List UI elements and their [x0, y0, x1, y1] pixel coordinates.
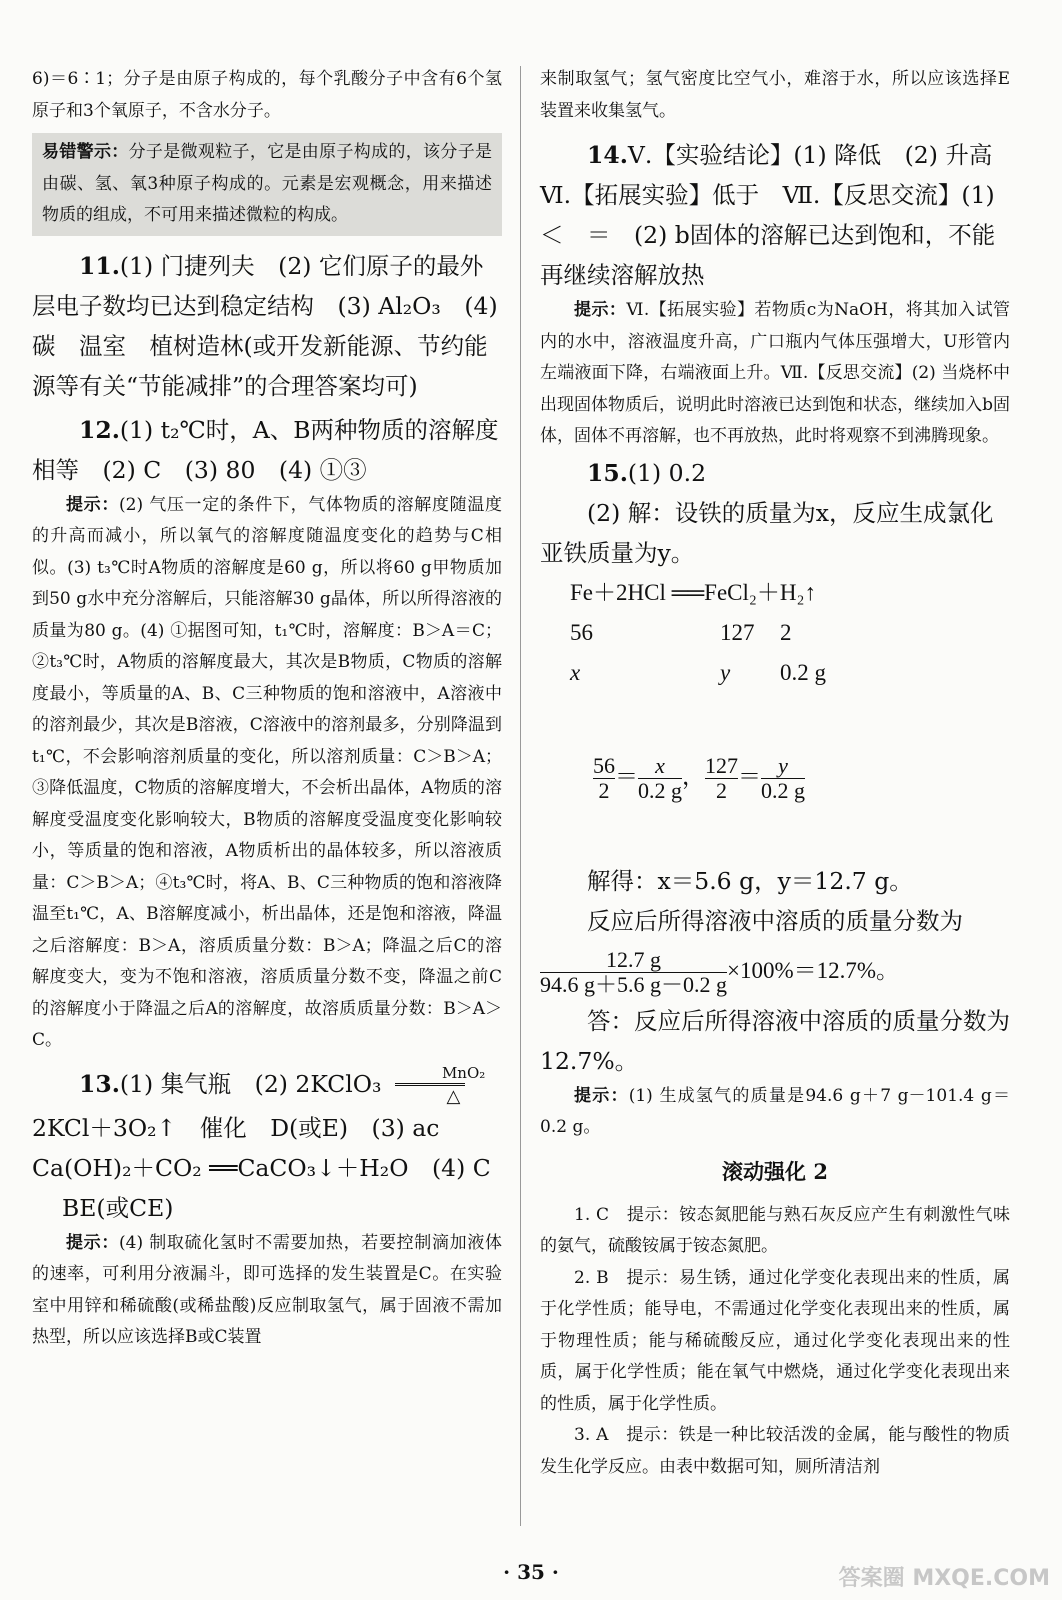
- fraction: [638, 754, 682, 803]
- mass-value: 127: [720, 619, 755, 645]
- answer-13: [32, 1063, 502, 1228]
- answer-text: Ⅴ.【实验结论】(1) 降低 (2) 升高 Ⅵ.【拓展实验】低于 Ⅶ.【反思交流】(1) ＜ ＝ (2) b固体的溶解已达到饱和，不能再继续溶解放热: [540, 141, 1016, 289]
- column-divider: [520, 66, 521, 1526]
- watermark-logo: 答案圈 MXQE.COM: [838, 1566, 1050, 1591]
- error-warning-box: [32, 133, 502, 236]
- heat-symbol: △: [395, 1083, 465, 1108]
- fraction: [761, 754, 805, 803]
- question-number: 12.: [79, 415, 120, 444]
- variable-row: [540, 653, 1010, 693]
- review-answer-3: 3. A 提示：铁是一种比较活泼的金属，能与酸性的物质发生化学反应。由表中数据可知，厕所清洁剂: [540, 1425, 1010, 1477]
- mass-fraction-intro: 反应后所得溶液中溶质的质量分数为: [587, 906, 963, 935]
- denominator: 0.2 g: [761, 777, 805, 803]
- mass-row: [540, 613, 1010, 653]
- fraction: [593, 754, 615, 803]
- question-number: 14.: [587, 141, 628, 169]
- answer-13-line3: Ca(OH)₂＋CO₂ ══CaCO₃↓＋H₂O (4) C: [32, 1153, 491, 1182]
- answer-14: [540, 135, 1016, 295]
- question-number: 11.: [79, 251, 120, 280]
- numerator: 56: [593, 752, 615, 778]
- numerator: x: [655, 752, 665, 778]
- numerator: y: [778, 752, 788, 778]
- review-answer-1: 1. C 提示：铵态氮肥能与熟石灰反应产生有刺激性气味的氨气，硫酸铵属于铵态氮肥。: [540, 1204, 1010, 1256]
- chemical-equation: Fe＋2HCl ══FeCl₂＋H₂↑: [570, 579, 817, 605]
- denominator: 94.6 g＋5.6 g－0.2 g: [540, 971, 728, 997]
- mass-fraction-result: ×100%＝12.7%。: [727, 957, 900, 983]
- fraction: [705, 754, 738, 803]
- answer-13-line1: [32, 1063, 502, 1108]
- left-column: [32, 64, 502, 1354]
- ratio-equation: $\frac{56}{2}$ ＝ $\frac{x}{0.2 g}$ ， $\frac{127}{2}$ ＝ $\frac{y}{0.2 g}$: [593, 752, 805, 803]
- section-title: 滚动强化 2: [722, 1158, 828, 1184]
- variable-value: 0.2 g: [780, 659, 826, 685]
- answer-text: (1) 0.2: [627, 458, 707, 487]
- hint-13: [32, 1228, 502, 1354]
- final-answer: 答：反应后所得溶液中溶质的质量分数为12.7%。: [540, 1006, 1010, 1075]
- reaction-condition: [395, 1063, 485, 1108]
- denominator: 2: [705, 778, 738, 803]
- hint-15: [540, 1081, 1010, 1144]
- denominator: 2: [593, 778, 615, 803]
- answer-13-line4: BE(或CE): [62, 1193, 174, 1222]
- answer-11: [32, 246, 502, 406]
- hint-text: (2) 气压一定的条件下，气体物质的溶解度随温度的升高而减小，所以氧气的溶解度随温度变化的趋势与C相似。(3) t₃℃时A物质的溶解度是60 g，所以将60 g甲物质加到50 g水中充分溶解后，只能溶解30 g晶体，所以所得溶液的质量为80 g。(4) ①据图可知，t₁℃时，溶解度：B＞A＝C；②t₃℃时，A物质的溶解度最大，其次是B物质，C物质的溶解度最小，等质量的A、B、C三种物质的饱和溶液中，A溶液中的溶剂最少，其次是B溶液，C溶液中的溶剂最多，分别降温到t₁℃，不会影响溶剂质量的变化，所以溶剂质量：C＞B＞A；③降低温度，C物质的溶解度增大，不会析出晶体，A物质的溶解度受温度变化影响较大，B物质的溶解度受温度变化影响较小，等质量的饱和溶液，A物质析出的晶体较多，所以溶液质量：C＞B＞A；④t₃℃时，将A、B、C三种物质的饱和溶液降温至t₁℃，A、B溶解度减小，析出晶体，还是饱和溶液，降温之后溶解度：B＞A，溶质质量分数：B＞A；降温之后C的溶解度变大，变为不饱和溶液，溶质质量分数不变，降温之前C的溶解度小于降温之后A的溶解度，故溶质质量分数：B＞A＞C。: [32, 494, 503, 1050]
- answer-15: [540, 453, 1010, 493]
- answer-text: (1) t₂℃时，A、B两种物质的溶解度相等 (2) C (3) 80 (4) ①③: [32, 415, 499, 484]
- answer-12: [32, 410, 502, 490]
- numerator: 127: [705, 752, 738, 778]
- solution-setup: (2) 解：设铁的质量为x，反应生成氯化亚铁质量为y。: [540, 498, 994, 567]
- question-number: 13.: [79, 1069, 120, 1098]
- hint-text: (4) 制取硫化氢时不需要加热，若要控制滴加液体的速率，可利用分液漏斗，即可选择的发生装置是C。在实验室中用锌和稀硫酸(或稀盐酸)反应制取氢气，属于固液不需加热型，所以应该选择B或C装置: [32, 1232, 503, 1347]
- variable-value: x: [570, 659, 581, 685]
- review-answer-2: 2. B 提示：易生锈，通过化学变化表现出来的性质，属于化学性质；能导电，不需通过化学变化表现出来的性质，属于物理性质；能与稀硫酸反应，通过化学变化表现出来的性质，属于化学性质；能在氧气中燃烧，通过化学变化表现出来的性质，属于化学性质。: [540, 1267, 1010, 1414]
- answer-13-line2: 2KCl＋3O₂↑ 催化 D(或E) (3) ac: [32, 1113, 440, 1142]
- catalyst: MnO₂: [441, 1063, 486, 1082]
- paragraph: 来制取氢气；氢气密度比空气小，难溶于水，所以应该选择E装置来收集氢气。: [540, 69, 1010, 121]
- hint-label: 提示：: [574, 300, 627, 320]
- answer-text: (1) 门捷列夫 (2) 它们原子的最外层电子数均已达到稳定结构 (3) Al₂O₃ (4) 碳 温室 植树造林(或开发新能源、节约能源等有关“节能减排”的合理答案均可): [32, 251, 498, 400]
- fraction: [540, 948, 727, 997]
- hint-label: 提示：: [66, 494, 120, 515]
- answer-text: (1) 集气瓶 (2) 2KClO₃: [119, 1069, 382, 1098]
- warning-label: 易错警示：: [42, 142, 129, 162]
- question-number: 15.: [587, 458, 628, 487]
- warning-text: 分子是微观粒子，它是由原子构成的，该分子是由碳、氢、氧3种原子构成的。元素是宏观概念，用来描述物质的组成，不可用来描述微粒的构成。: [42, 142, 493, 225]
- page-number: · 35 ·: [503, 1560, 559, 1584]
- paragraph: 6)＝6∶1；分子是由原子构成的，每个乳酸分子中含有6个氢原子和3个氧原子，不含水分子。: [32, 69, 502, 121]
- variable-value: y: [720, 659, 731, 685]
- hint-label: 提示：: [574, 1085, 629, 1106]
- hint-text: Ⅵ.【拓展实验】若物质c为NaOH，将其加入试管内的水中，溶液温度升高，广口瓶内气体压强增大，U形管内左端液面下降，右端液面上升。Ⅶ.【反思交流】(2) 当烧杯中出现固体物质后，说明此时溶液已达到饱和状态，继续加入b固体，固体不再溶解，也不再放热，此时将观察不到沸腾现象。: [540, 300, 1011, 446]
- denominator: 0.2 g: [638, 777, 682, 803]
- right-column: [540, 64, 1016, 1483]
- hint-text: (1) 生成氢气的质量是94.6 g＋7 g－101.4 g＝0.2 g。: [540, 1085, 1010, 1137]
- numerator: 12.7 g: [606, 946, 661, 972]
- mass-value: 56: [570, 619, 593, 645]
- mass-value: 2: [780, 619, 792, 645]
- mass-fraction-equation: [540, 941, 1010, 1001]
- hint-label: 提示：: [66, 1232, 120, 1253]
- hint-12: [32, 490, 502, 1057]
- solution-result: 解得：x＝5.6 g，y＝12.7 g。: [587, 866, 913, 895]
- hint-14: [540, 295, 1010, 453]
